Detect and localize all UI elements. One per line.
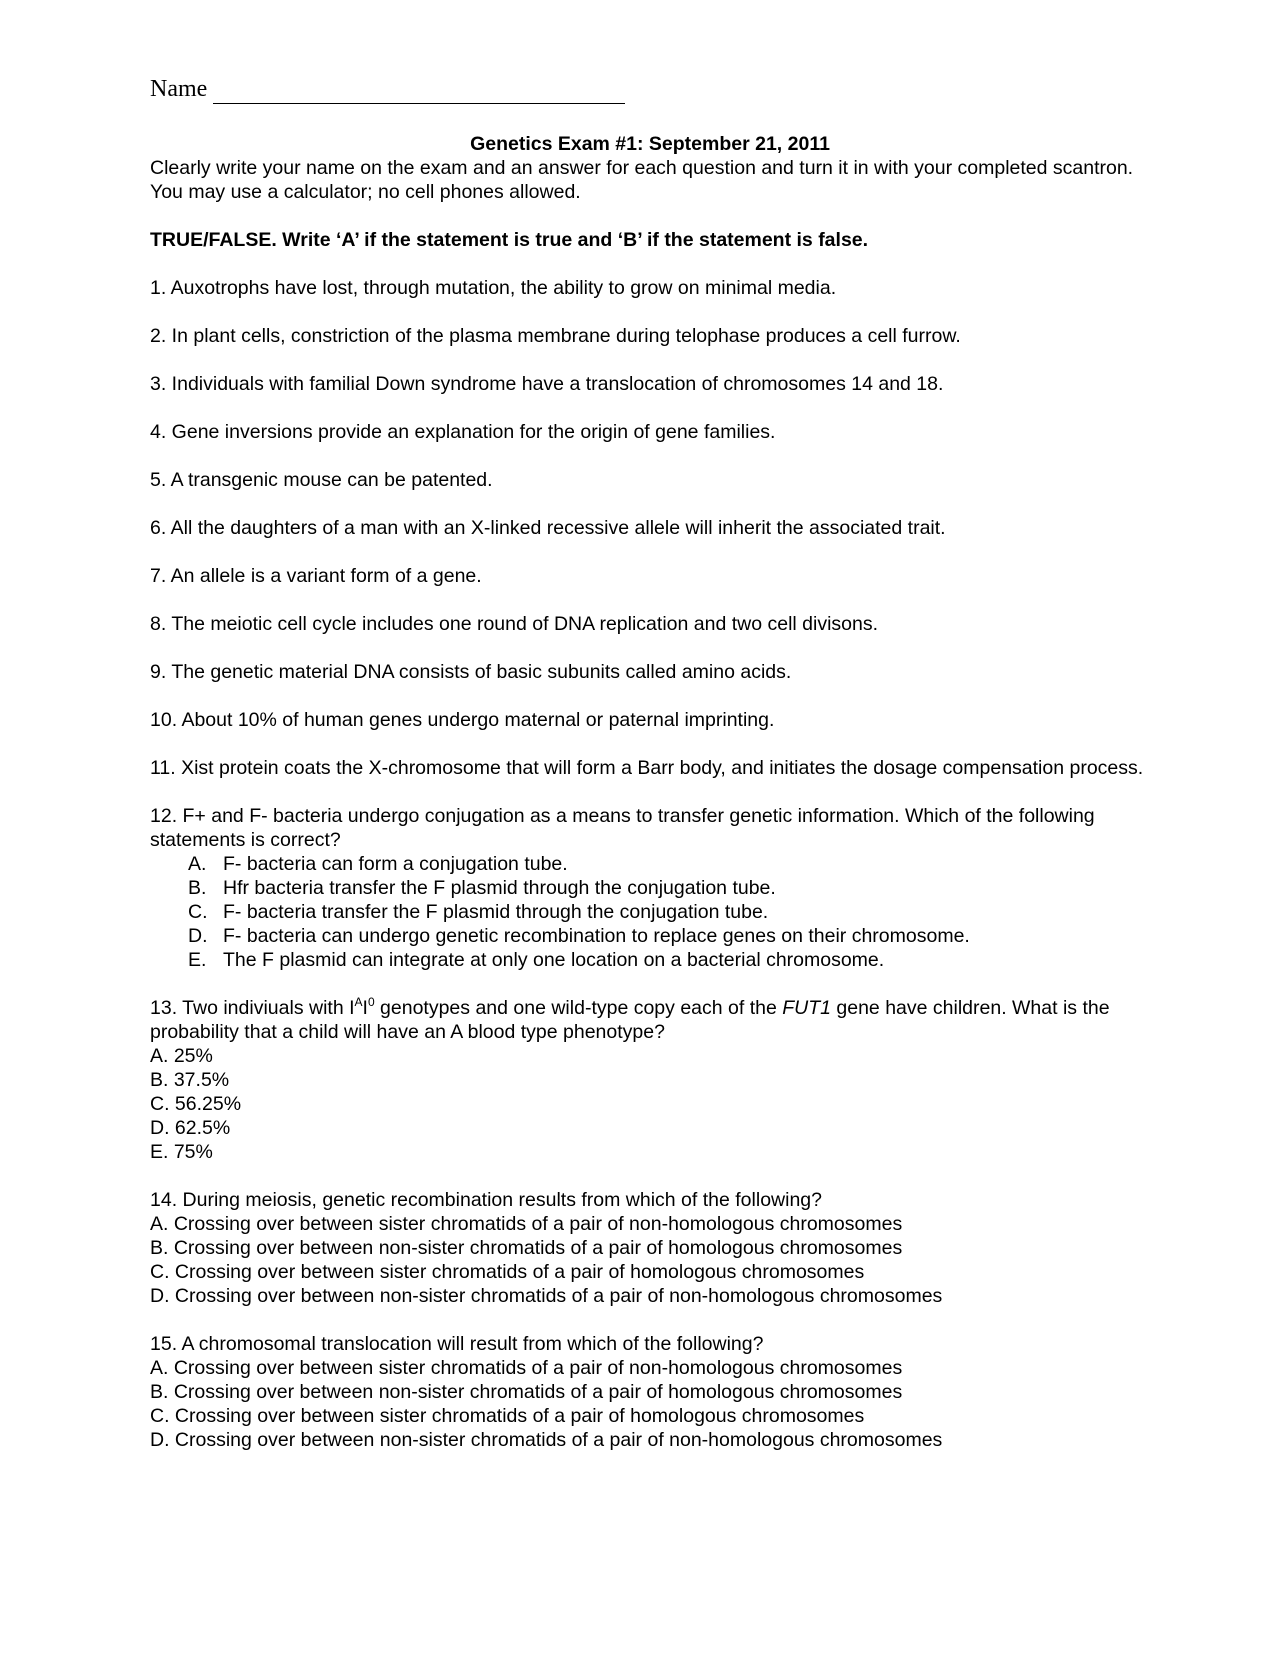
- question-15-stem: 15. A chromosomal translocation will result from which of the following?: [150, 1333, 764, 1355]
- option-item: A. Crossing over between sister chromatids of a pair of non-homologous chromosomes: [150, 1213, 903, 1235]
- question-12: [150, 804, 1150, 972]
- tf-question-7: 7. An allele is a variant form of a gene.: [150, 565, 482, 587]
- true-false-header: TRUE/FALSE. Write ‘A’ if the statement is true and ‘B’ if the statement is false.: [150, 229, 869, 251]
- tf-question-10: 10. About 10% of human genes undergo maternal or paternal imprinting.: [150, 709, 775, 731]
- tf-question-1: 1. Auxotrophs have lost, through mutation, the ability to grow on minimal media.: [150, 277, 837, 299]
- gene-name: FUT1: [782, 997, 831, 1019]
- option-item: C. F- bacteria transfer the F plasmid through the conjugation tube.: [188, 901, 769, 923]
- question-15-options: [150, 1356, 1150, 1452]
- option-item: D. Crossing over between non-sister chromatids of a pair of non-homologous chromosomes: [150, 1429, 943, 1451]
- tf-question-5: 5. A transgenic mouse can be patented.: [150, 469, 493, 491]
- question-14-options: [150, 1212, 1150, 1308]
- option-item: A. F- bacteria can form a conjugation tube.: [188, 853, 568, 875]
- tf-question-9: 9. The genetic material DNA consists of basic subunits called amino acids.: [150, 661, 792, 683]
- tf-question-3: 3. Individuals with familial Down syndrome have a translocation of chromosomes 14 and 18.: [150, 373, 944, 395]
- option-item: B. Crossing over between non-sister chromatids of a pair of homologous chromosomes: [150, 1381, 903, 1403]
- option-item: B. Hfr bacteria transfer the F plasmid through the conjugation tube.: [188, 877, 776, 899]
- question-13: [150, 996, 1150, 1164]
- name-blank: [213, 83, 625, 104]
- tf-question-6: 6. All the daughters of a man with an X-linked recessive allele will inherit the associated trait.: [150, 517, 946, 539]
- tf-question-4: 4. Gene inversions provide an explanation for the origin of gene families.: [150, 421, 776, 443]
- option-item: C. Crossing over between sister chromatids of a pair of homologous chromosomes: [150, 1261, 865, 1283]
- name-label: Name: [150, 76, 208, 102]
- question-14-stem: 14. During meiosis, genetic recombination results from which of the following?: [150, 1189, 822, 1211]
- question-13-options: [150, 1044, 1150, 1164]
- option-item: D. Crossing over between non-sister chromatids of a pair of non-homologous chromosomes: [150, 1285, 943, 1307]
- tf-question-8: 8. The meiotic cell cycle includes one round of DNA replication and two cell divisons.: [150, 613, 879, 635]
- option-item: C. Crossing over between sister chromatids of a pair of homologous chromosomes: [150, 1405, 865, 1427]
- question-12-options: [150, 852, 1150, 972]
- question-12-stem: 12. F+ and F- bacteria undergo conjugation as a means to transfer genetic information. Which of the following statements is correct?: [150, 805, 1095, 851]
- option-item: D. 62.5%: [150, 1117, 231, 1139]
- tf-question-11: 11. Xist protein coats the X-chromosome that will form a Barr body, and initiates the dosage compensation process.: [150, 757, 1144, 779]
- option-item: B. Crossing over between non-sister chromatids of a pair of homologous chromosomes: [150, 1237, 903, 1259]
- question-15: [150, 1332, 1150, 1452]
- name-line: [150, 74, 1150, 104]
- exam-content: [150, 74, 1150, 1452]
- option-item: E. 75%: [150, 1141, 213, 1163]
- option-item: C. 56.25%: [150, 1093, 242, 1115]
- question-13-stem: 13. Two indiviuals with $I^AI^0$ genotypes and one wild-type copy each of the FUT1 gene have children. What is the probability that a child will have an A blood type phenotype?: [150, 995, 1110, 1043]
- option-item: A. 25%: [150, 1045, 213, 1067]
- tf-question-2: 2. In plant cells, constriction of the plasma membrane during telophase produces a cell furrow.: [150, 325, 961, 347]
- option-item: D. F- bacteria can undergo genetic recombination to replace genes on their chromosome.: [188, 925, 970, 947]
- exam-title: Genetics Exam #1: September 21, 2011: [470, 133, 830, 155]
- option-item: A. Crossing over between sister chromatids of a pair of non-homologous chromosomes: [150, 1357, 903, 1379]
- question-14: [150, 1188, 1150, 1308]
- option-item: E. The F plasmid can integrate at only one location on a bacterial chromosome.: [188, 949, 885, 971]
- option-item: B. 37.5%: [150, 1069, 230, 1091]
- exam-instructions: Clearly write your name on the exam and an answer for each question and turn it in with your completed scantron. You may use a calculator; no cell phones allowed.: [150, 157, 1134, 203]
